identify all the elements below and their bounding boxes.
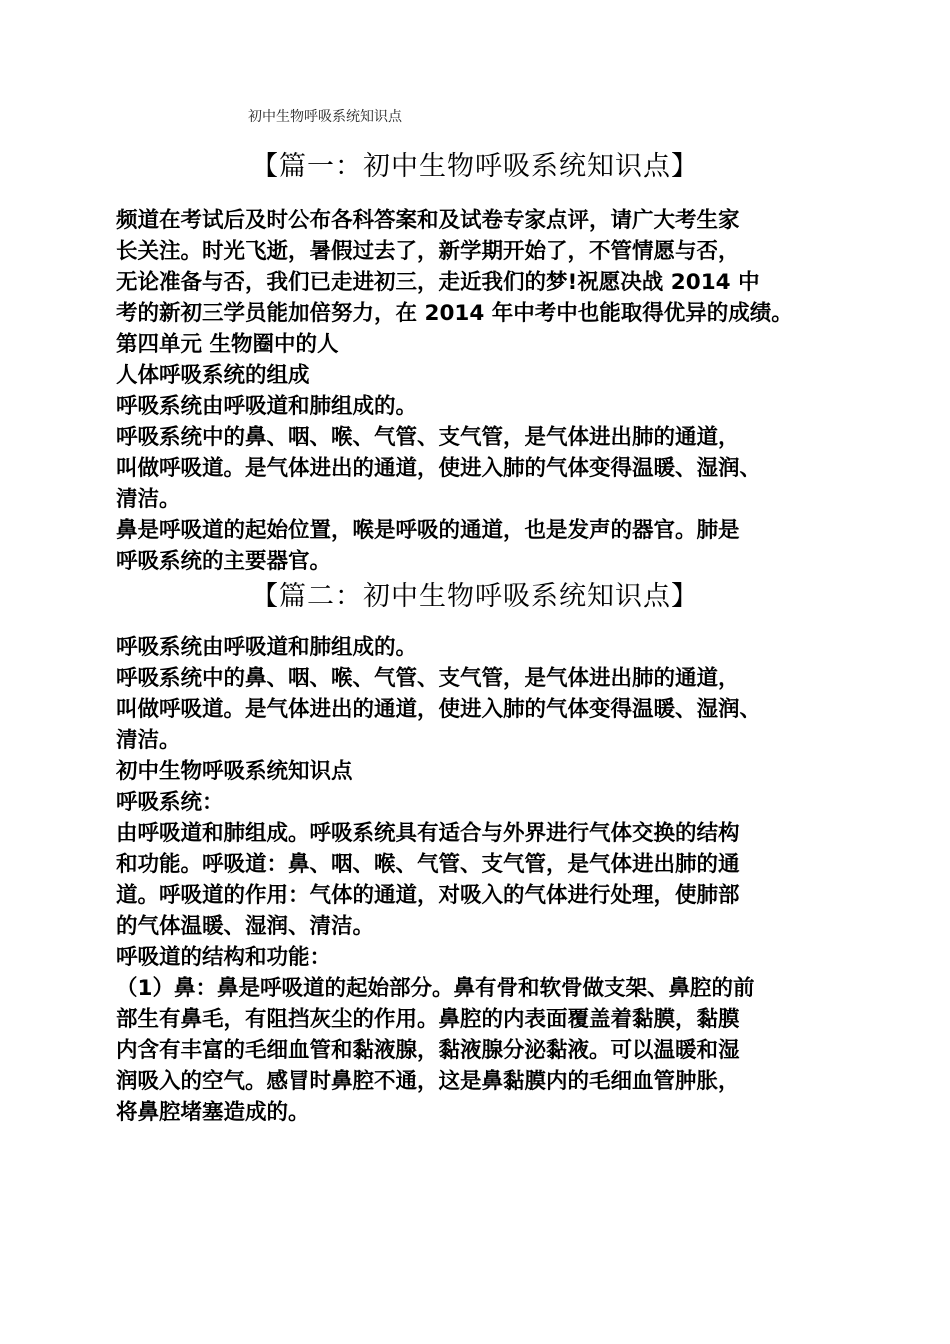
body-line: 清洁。	[116, 487, 181, 512]
body-line: 叫做呼吸道。是气体进出的通道，使进入肺的气体变得温暖、湿润、	[116, 456, 762, 481]
section-1-heading: 【篇一：初中生物呼吸系统知识点】	[251, 151, 699, 182]
body-line: 叫做呼吸道。是气体进出的通道，使进入肺的气体变得温暖、湿润、	[116, 697, 762, 722]
body-line: 清洁。	[116, 728, 181, 753]
body-line: 鼻是呼吸道的起始位置，喉是呼吸的通道，也是发声的器官。肺是	[116, 518, 740, 543]
body-line: 呼吸系统的主要器官。	[116, 549, 332, 574]
section-2-heading: 【篇二：初中生物呼吸系统知识点】	[251, 581, 699, 612]
body-line: 润吸入的空气。感冒时鼻腔不通，这是鼻黏膜内的毛细血管肿胀，	[116, 1069, 740, 1094]
subtopic-title: 呼吸道的结构和功能：	[116, 945, 332, 970]
body-line: 考的新初三学员能加倍努力，在 2014 年中考中也能取得优异的成绩。	[116, 301, 793, 326]
body-line: 呼吸系统由呼吸道和肺组成的。	[116, 394, 418, 419]
subtopic-title: 呼吸系统：	[116, 790, 224, 815]
body-line: 呼吸系统中的鼻、咽、喉、气管、支气管，是气体进出肺的通道，	[116, 425, 740, 450]
body-line: 将鼻腔堵塞造成的。	[116, 1100, 310, 1125]
body-line: 和功能。呼吸道：鼻、咽、喉、气管、支气管，是气体进出肺的通	[116, 852, 740, 877]
body-line: 道。呼吸道的作用：气体的通道，对吸入的气体进行处理，使肺部	[116, 883, 740, 908]
body-line: 由呼吸道和肺组成。呼吸系统具有适合与外界进行气体交换的结构	[116, 821, 740, 846]
section-1-body	[116, 205, 856, 577]
running-header-title: 初中生物呼吸系统知识点	[248, 109, 402, 125]
subtopic-title: 初中生物呼吸系统知识点	[116, 759, 353, 784]
body-line: 内含有丰富的毛细血管和黏液腺，黏液腺分泌黏液。可以温暖和湿	[116, 1038, 740, 1063]
section-2-body	[116, 632, 856, 1128]
body-line: 呼吸系统由呼吸道和肺组成的。	[116, 635, 418, 660]
body-line: 长关注。时光飞逝，暑假过去了，新学期开始了，不管情愿与否，	[116, 239, 740, 264]
body-line: 呼吸系统中的鼻、咽、喉、气管、支气管，是气体进出肺的通道，	[116, 666, 740, 691]
body-line: 无论准备与否，我们已走进初三，走近我们的梦!祝愿决战 2014 中	[116, 270, 760, 295]
body-line: 频道在考试后及时公布各科答案和及试卷专家点评，请广大考生家	[116, 208, 740, 233]
body-line: （1）鼻：鼻是呼吸道的起始部分。鼻有骨和软骨做支架、鼻腔的前	[116, 976, 755, 1001]
body-line: 的气体温暖、湿润、清洁。	[116, 914, 375, 939]
topic-title: 人体呼吸系统的组成	[116, 363, 310, 388]
body-line: 部生有鼻毛，有阻挡灰尘的作用。鼻腔的内表面覆盖着黏膜，黏膜	[116, 1007, 740, 1032]
unit-title: 第四单元 生物圈中的人	[116, 332, 339, 357]
